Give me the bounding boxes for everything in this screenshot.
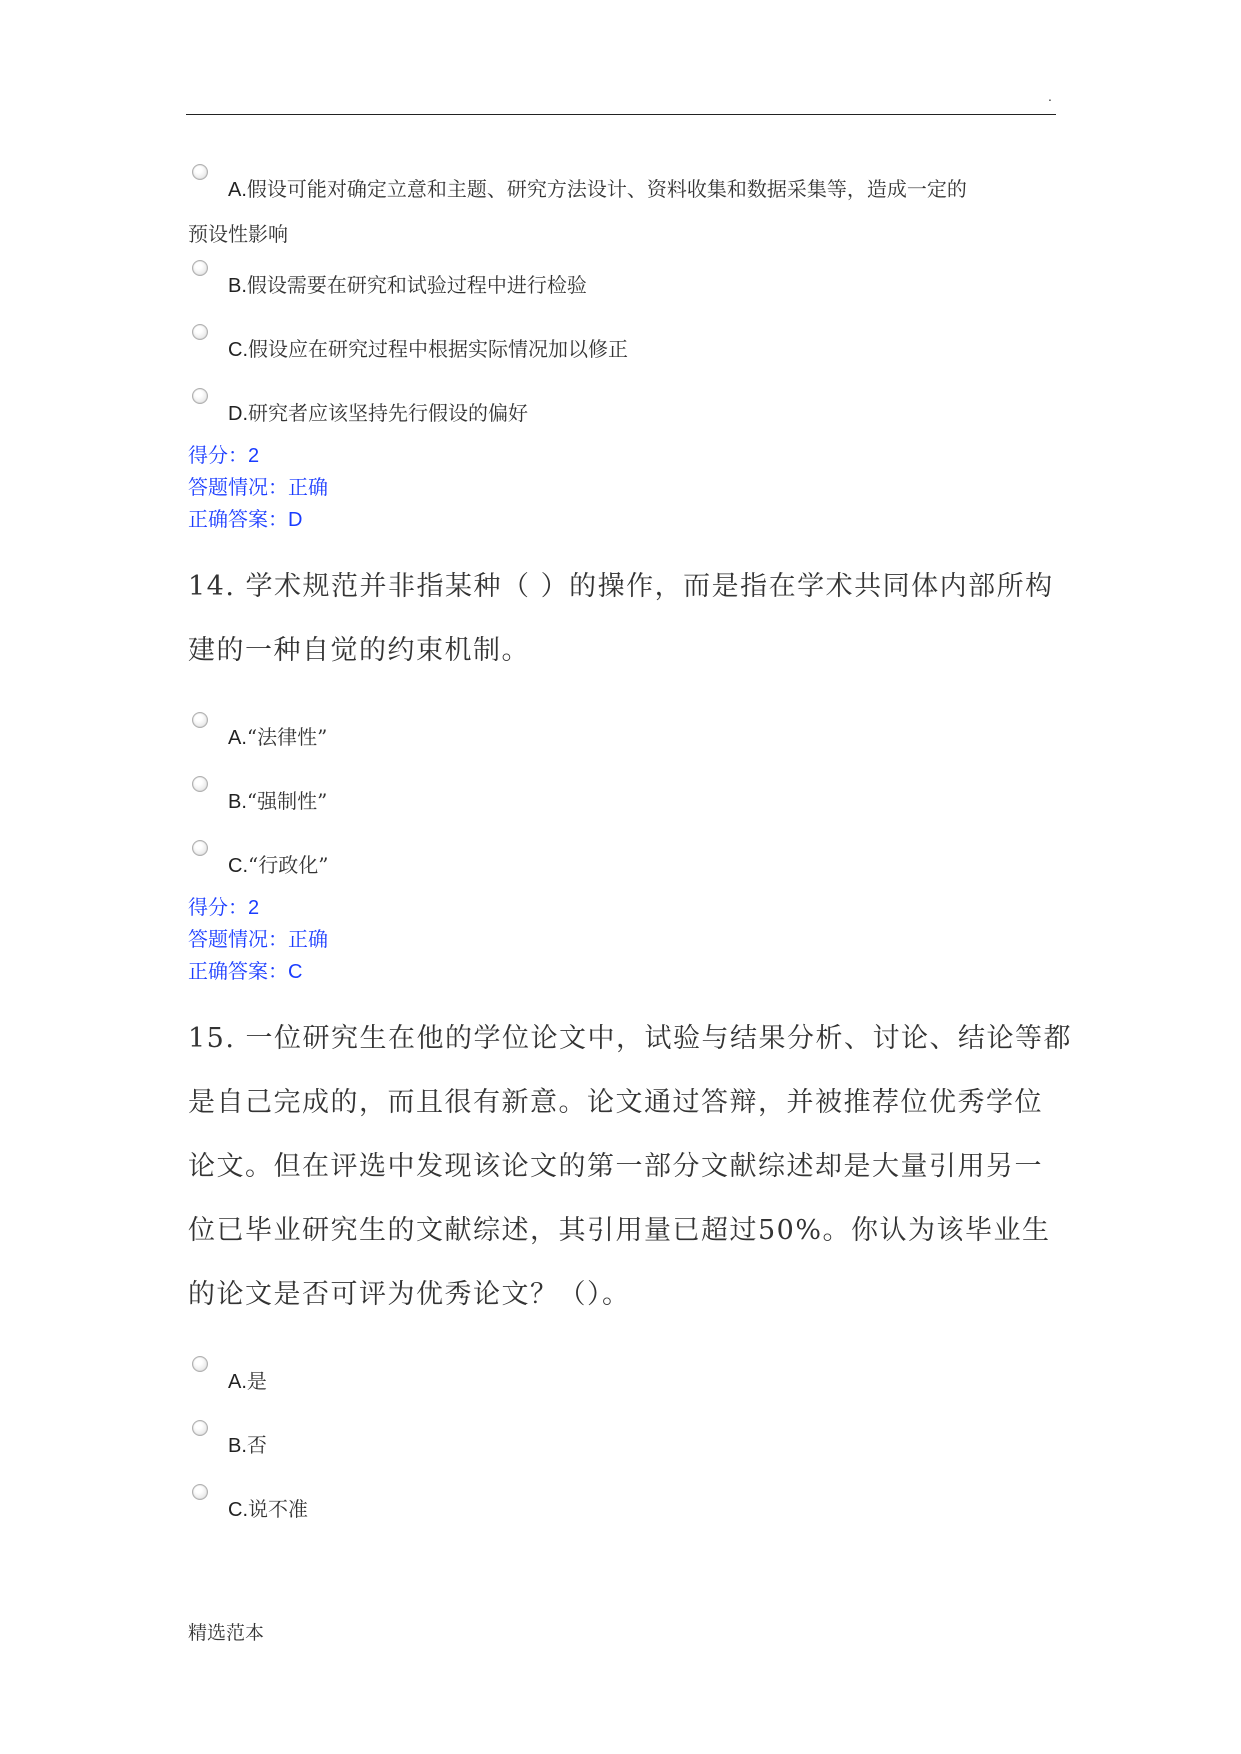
option-14-b[interactable]: B.“强制性” bbox=[192, 780, 327, 823]
option-15-b[interactable]: B.否 bbox=[192, 1424, 267, 1467]
option-15-a[interactable]: A.是 bbox=[192, 1360, 267, 1403]
option-14-c[interactable]: C.“行政化” bbox=[192, 844, 328, 887]
correct-answer-line: 正确答案：D bbox=[188, 507, 303, 531]
radio-button-icon[interactable] bbox=[192, 1356, 208, 1372]
footer-text: 精选范本 bbox=[188, 1622, 265, 1644]
answer-status-line: 答题情况：正确 bbox=[188, 475, 328, 499]
question-15-line-5: 的论文是否可评为优秀论文？（）。 bbox=[188, 1279, 631, 1310]
question-15-line-1: 15. 一位研究生在他的学位论文中，试验与结果分析、讨论、结论等都 bbox=[188, 1023, 1073, 1054]
question-14-line-2: 建的一种自觉的约束机制。 bbox=[188, 635, 530, 666]
radio-button-icon[interactable] bbox=[192, 164, 208, 180]
option-14-a[interactable]: A.“法律性” bbox=[192, 716, 327, 759]
radio-button-icon[interactable] bbox=[192, 776, 208, 792]
question-15-line-2: 是自己完成的，而且很有新意。论文通过答辩，并被推荐位优秀学位 bbox=[188, 1087, 1043, 1118]
option-13-c[interactable]: C.假设应在研究过程中根据实际情况加以修正 bbox=[192, 328, 628, 371]
score-line: 得分：2 bbox=[188, 895, 260, 919]
question-15-line-4: 位已毕业研究生的文献综述，其引用量已超过50%。你认为该毕业生 bbox=[188, 1215, 1051, 1246]
radio-button-icon[interactable] bbox=[192, 388, 208, 404]
header-rule bbox=[186, 114, 1056, 115]
radio-button-icon[interactable] bbox=[192, 324, 208, 340]
option-15-c[interactable]: C.说不准 bbox=[192, 1488, 308, 1531]
header-mark: . bbox=[1048, 88, 1052, 104]
option-13-d[interactable]: D.研究者应该坚持先行假设的偏好 bbox=[192, 392, 528, 435]
question-14-line-1: 14. 学术规范并非指某种（ ）的操作，而是指在学术共同体内部所构 bbox=[188, 571, 1054, 602]
score-line: 得分：2 bbox=[188, 443, 260, 467]
option-13-b[interactable]: B.假设需要在研究和试验过程中进行检验 bbox=[192, 264, 587, 307]
question-15-line-3: 论文。但在评选中发现该论文的第一部分文献综述却是大量引用另一 bbox=[188, 1151, 1043, 1182]
radio-button-icon[interactable] bbox=[192, 1484, 208, 1500]
option-13-a[interactable]: A.假设可能对确定立意和主题、研究方法设计、资料收集和数据采集等，造成一定的 bbox=[192, 168, 967, 211]
radio-button-icon[interactable] bbox=[192, 1420, 208, 1436]
option-13-a-continuation: 预设性影响 bbox=[188, 222, 288, 246]
radio-button-icon[interactable] bbox=[192, 712, 208, 728]
radio-button-icon[interactable] bbox=[192, 840, 208, 856]
radio-button-icon[interactable] bbox=[192, 260, 208, 276]
answer-status-line: 答题情况：正确 bbox=[188, 927, 328, 951]
correct-answer-line: 正确答案：C bbox=[188, 959, 303, 983]
